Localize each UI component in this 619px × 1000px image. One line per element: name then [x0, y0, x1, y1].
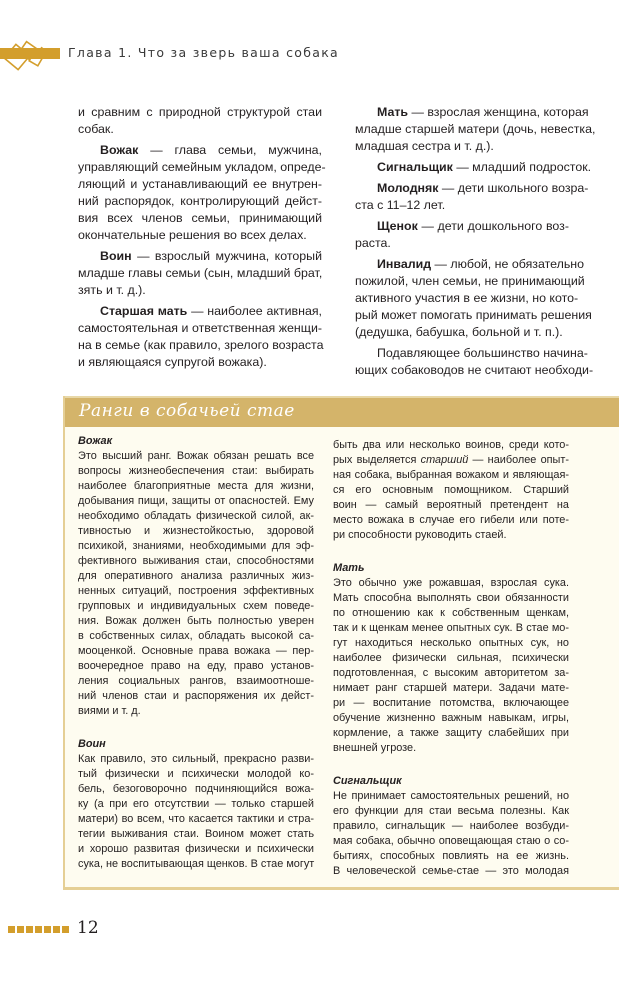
paragraph-line	[333, 726, 569, 741]
paragraph-line	[355, 104, 589, 121]
line-text: Это обычно уже рожавшая, взрослая сука.	[333, 577, 569, 589]
paragraph-line	[78, 282, 322, 299]
paragraph-line	[78, 494, 314, 509]
line-text: нимает ранг старшей матери. Задачи мате-	[333, 682, 569, 694]
line-text: Не принимает самостоятельных решений, но	[333, 790, 569, 802]
line-text: виями и т. д.	[78, 705, 141, 717]
line-text: ляющий и устанавливающий ее внутрен-	[78, 177, 322, 191]
paragraph-line	[78, 584, 314, 599]
line-text: фективного выживания стаи, способностями	[78, 555, 314, 567]
paragraph-line	[333, 804, 569, 819]
paragraph-line	[333, 741, 569, 756]
paragraph-line	[78, 104, 322, 121]
line-text: ся его основным помощником. Старший	[333, 484, 569, 496]
line-text: ста с 11–12 лет.	[355, 198, 446, 212]
paragraph-line	[78, 689, 314, 704]
paragraph-line	[78, 248, 322, 265]
header-accent-bar	[0, 48, 60, 59]
paragraph-line	[78, 142, 322, 159]
line-text: зять и т. д.).	[78, 283, 146, 297]
paragraph-line	[78, 752, 314, 767]
paragraph-line	[333, 438, 569, 453]
line-text: и являющаяся супругой вожака).	[78, 355, 267, 369]
paragraph-line	[78, 303, 322, 320]
paragraph-line	[78, 554, 314, 569]
emphasis: старший	[420, 454, 469, 466]
paragraph-line	[78, 227, 322, 244]
line-text: Как правило, это сильный, прекрасно разви-	[78, 753, 314, 765]
paragraph-line	[355, 159, 592, 176]
line-text: обучение жизненно важным навыкам, игры,	[333, 712, 569, 724]
line-text: ющих собаководов не считают необходи-	[355, 363, 594, 377]
line-text: его функции для стаи весьма полезны. Как	[333, 805, 569, 817]
line-text: ний членов стаи и распоряжения их дейст-	[78, 690, 314, 702]
paragraph-line	[78, 176, 322, 193]
paragraph-line	[333, 819, 569, 834]
paragraph-line	[78, 320, 322, 337]
paragraph-line	[78, 797, 314, 812]
line-text: мая собака, обычно оповещающая стаю о со-	[333, 835, 569, 847]
line-text: вопросы жизнеобеспечения стаи: выбирать	[78, 465, 314, 477]
term-label: Мать	[377, 105, 409, 119]
paragraph-line	[78, 464, 314, 479]
line-text: бель, безоговорочно подчиняющийся вожа-	[78, 783, 314, 795]
line-text: психикой, знаниями, необходимыми для эф-	[78, 540, 314, 552]
line-text: активного участия в ее жизни, но кото-	[355, 291, 579, 305]
paragraph-line	[355, 197, 569, 214]
paragraph-line	[355, 290, 579, 307]
line-text: тегии выживания стаи. Воином может стать	[78, 828, 314, 840]
line-text: быть два или несколько воинов, среди кото-	[333, 439, 569, 451]
sidebar-box	[63, 396, 619, 890]
paragraph-line	[78, 509, 314, 524]
paragraph-line	[333, 849, 569, 864]
term-label: Сигнальщик	[377, 160, 453, 174]
section-gap	[333, 756, 569, 774]
paragraph-line	[78, 193, 322, 210]
paragraph-line	[78, 659, 314, 674]
section-gap	[333, 543, 569, 561]
line-text: тый физически и психически молодой ко-	[78, 768, 314, 780]
line-text: подготовленная, с высоким авторитетом за-	[333, 667, 569, 679]
paragraph-line	[333, 483, 569, 498]
paragraph-line	[333, 606, 569, 621]
line-text: — дети школьного возра-	[438, 181, 589, 195]
line-text: — взрослая женщина, которая	[408, 105, 589, 119]
paragraph-line	[78, 210, 322, 227]
line-text: — дети дошкольного воз-	[417, 219, 569, 233]
paragraph-line	[333, 621, 569, 636]
line-text: наиболее благоприятные места для жизни,	[78, 480, 314, 492]
paragraph-line	[355, 218, 569, 235]
section-heading: Мать	[333, 562, 365, 574]
paragraph-line	[333, 636, 569, 651]
line-text: ний распорядок, контролирующий дейст-	[78, 194, 322, 208]
line-text: мооценкой. Основные права вожака — пер-	[78, 645, 314, 657]
line-text: собак.	[78, 122, 114, 136]
line-text: рый может помогать принимать решения	[355, 308, 592, 322]
line-text: на в семье (как правило, зрелого возраста	[78, 338, 324, 352]
section-heading: Вожак	[78, 435, 113, 447]
sidebar-box-header	[65, 396, 619, 427]
paragraph-line	[355, 180, 589, 197]
line-text: раста.	[355, 236, 391, 250]
line-text: и сравним с природной структурой стаи	[78, 105, 322, 119]
paragraph-line	[355, 324, 569, 341]
paragraph-line	[78, 827, 314, 842]
line-text: ненных ситуаций, построения эффективных	[78, 585, 314, 597]
term-label: Воин	[100, 249, 132, 263]
term-label: Инвалид	[377, 257, 432, 271]
paragraph-line	[355, 307, 592, 324]
paragraph-line	[355, 121, 596, 138]
paragraph-line	[333, 789, 569, 804]
paragraph-line	[333, 666, 569, 681]
line-text: наиболее физически сильная, психически	[333, 652, 569, 664]
paragraph-line	[78, 614, 314, 629]
line-text: самостоятельная и ответственная женщи-	[78, 321, 322, 335]
line-text: необходимо обладать физической силой, ак-	[78, 510, 314, 522]
paragraph-line	[78, 449, 314, 464]
main-left-column	[78, 104, 326, 371]
paragraph-line	[355, 138, 569, 155]
sidebar-box-title: Ранги в собачьей стае	[79, 401, 295, 421]
line-text: внешней угрозе.	[333, 742, 417, 754]
line-text: по отношению как к собственным щенкам,	[333, 607, 569, 619]
line-text: — младший подросток.	[452, 160, 592, 174]
paragraph-line	[78, 767, 314, 782]
paragraph-line	[78, 857, 314, 872]
line-text: Это высший ранг. Вожак обязан решать все	[78, 450, 314, 462]
paragraph-line	[333, 696, 569, 711]
paragraph-line	[78, 644, 314, 659]
line-text: младше главы семьи (сын, младший брат,	[78, 266, 323, 280]
line-text: воин — самый вероятный претендент на	[333, 499, 569, 511]
paragraph-line	[78, 159, 326, 176]
paragraph-line	[355, 235, 569, 252]
line-text: сука, не воспитывающая щенков. В стае могут	[78, 858, 315, 870]
paragraph-line	[355, 345, 588, 362]
line-text: В человеческой семье-стае — это молодая	[333, 865, 569, 877]
line-text: младшая сестра и т. д.).	[355, 139, 494, 153]
paragraph-line	[78, 812, 314, 827]
paragraph-line	[78, 782, 314, 797]
line-text: управляющий семейным укладом, опреде-	[78, 160, 326, 174]
line-text: — взрослый мужчина, который	[131, 249, 322, 263]
section-gap	[78, 719, 314, 737]
line-text: для оперативного анализа различных жиз-	[78, 570, 314, 582]
line-text: Подавляющее большинство начина-	[377, 346, 588, 360]
line-text: — глава семьи, мужчина,	[138, 143, 322, 157]
line-text: окончательные решения во всех делах.	[78, 228, 307, 242]
line-text: вия всех членов семьи, принимающий	[78, 211, 322, 225]
header-decoration-icon	[0, 40, 62, 78]
paragraph-line	[78, 674, 314, 689]
page-number: 12	[77, 918, 99, 938]
line-text: место вожака в случае его гибели или поте-	[333, 514, 569, 526]
sidebar-right-column	[333, 438, 569, 879]
paragraph-line: рых выделяется старший — наиболее опыт-	[333, 454, 570, 466]
line-text: матери) во всем, что касается тактики и стра-	[78, 813, 314, 825]
paragraph-line	[333, 576, 569, 591]
line-text: ния. Вожак должен быть полностью уверен	[78, 615, 314, 627]
paragraph-line	[78, 524, 314, 539]
line-text: правило, сигнальщик — наиболее возбуди-	[333, 820, 569, 832]
line-text: ления социальных рангов, взаимоотноше-	[78, 675, 314, 687]
paragraph-line	[333, 711, 569, 726]
line-text: бытиях, способных повлиять на ее жизнь.	[333, 850, 569, 862]
line-text: воочередное право на еду, право установ-	[78, 660, 314, 672]
line-text: так и к щенкам менее опытных сук. В стае мо-	[333, 622, 569, 634]
paragraph-line	[333, 834, 569, 849]
line-text: добывания пищи, защиты от опасностей. Ему	[78, 495, 314, 507]
line-text: (дедушка, бабушка, больной и т. п.).	[355, 325, 563, 339]
paragraph-line	[333, 681, 569, 696]
paragraph-line	[333, 864, 569, 879]
line-text: ри — воспитание потомства, включающее	[333, 697, 569, 709]
section-heading: Воин	[78, 738, 106, 750]
paragraph-line	[333, 651, 569, 666]
paragraph-line	[333, 498, 569, 513]
paragraph-line	[78, 539, 314, 554]
paragraph-line	[78, 337, 322, 354]
section-heading: Сигнальщик	[333, 775, 402, 787]
line-text: Мать способна выполнять свои обязанности	[333, 592, 569, 604]
paragraph-line	[78, 569, 314, 584]
paragraph-line	[355, 273, 585, 290]
paragraph-line	[355, 256, 585, 273]
line-text: групповых и индивидуальных схем поведе-	[78, 600, 314, 612]
line-text: тивностью и жизнестойкостью, здоровой	[78, 525, 314, 537]
paragraph-line	[78, 842, 314, 857]
term-label: Старшая мать	[100, 304, 188, 318]
paragraph-line	[78, 629, 314, 644]
line-text: в собственных силах, обладать высокой са-	[78, 630, 314, 642]
paragraph-line	[78, 121, 322, 138]
paragraph-line	[333, 468, 569, 483]
term-label: Вожак	[100, 143, 139, 157]
paragraph-line	[78, 479, 314, 494]
paragraph-line	[78, 599, 314, 614]
paragraph-line	[333, 591, 569, 606]
page-number-decoration	[8, 926, 69, 933]
line-text: младше старшей матери (дочь, невестка,	[355, 122, 596, 136]
line-text: и хорошо развитая физически и психически	[78, 843, 314, 855]
paragraph-line	[78, 354, 322, 371]
term-label: Щенок	[377, 219, 418, 233]
paragraph-line	[333, 513, 569, 528]
sidebar-left-column	[78, 434, 314, 872]
line-text: ку (а при его отсутствии — только старшей	[78, 798, 314, 810]
paragraph-line	[78, 704, 314, 719]
main-right-column	[355, 104, 596, 379]
line-text: — наиболее активная,	[187, 304, 322, 318]
line-text: гут находиться несколько опытных сук, но	[333, 637, 569, 649]
line-text: — любой, не обязательно	[431, 257, 585, 271]
chapter-title: Глава 1. Что за зверь ваша собака	[68, 45, 340, 60]
line-text: ри способности руководить стаей.	[333, 529, 507, 541]
paragraph-line	[333, 528, 569, 543]
line-text: ная собака, выбранная вожаком и являющая-	[333, 469, 569, 481]
paragraph-line	[355, 362, 594, 379]
line-text: кормление, а также защиту слабейших при	[333, 727, 569, 739]
line-text: пожилой, член семьи, не принимающий	[355, 274, 585, 288]
term-label: Молодняк	[377, 181, 439, 195]
paragraph-line	[78, 265, 322, 282]
